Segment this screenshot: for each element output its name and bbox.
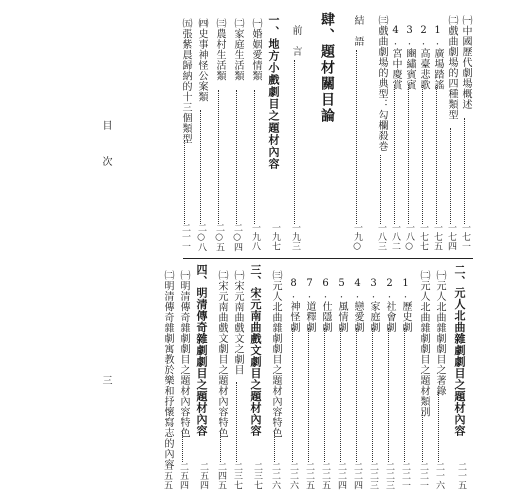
leader-dots [184,140,185,224]
leader-dots [308,328,309,462]
toc-entry: 5.風情劇 [336,278,347,333]
toc-entry: ㈠中國歷代劇場概述 [460,15,471,110]
toc-entry: 3.豳繡賓賓 [404,25,415,90]
toc-page-ref: 一九三 [290,223,300,251]
toc-entry: ㈠婚姻愛情類 [250,18,261,81]
leader-dots [404,328,405,462]
toc-entry: ㈣史事神怪公案類 [196,18,207,102]
toc-entry: ㈠元人北曲雜劇劇目之著錄 [434,270,445,396]
toc-page-ref: 二二五 [304,462,314,490]
toc-page-ref: 二五四 [178,462,188,490]
section-divider [183,258,473,259]
toc-page-ref: 一七一 [460,223,470,251]
toc-page-ref: 一九八 [250,223,260,251]
toc-entry: 2.社會劇 [384,278,395,333]
toc-entry: ㈠宋元南曲戲文之劇目 [232,270,243,375]
leader-dots [372,328,373,462]
toc-page-ref: 二○八 [196,223,206,252]
toc-entry: 7.道釋劇 [304,278,315,333]
toc-page-ref: 一八二 [390,223,400,251]
toc-page-ref: 一九○ [352,223,362,252]
toc-entry: 1.廣場踏謠 [432,25,443,90]
toc-page-ref: 二一五 [456,462,466,490]
margin-page-number: 三 [100,375,111,386]
toc-page-ref: 二二六 [288,462,298,490]
margin-side-title: 目 次 [100,120,111,174]
toc-entry: ㈡家庭生活類 [232,18,243,81]
leader-dots [436,85,437,224]
toc-page-ref: 一九七 [270,223,280,251]
leader-dots [356,328,357,462]
leader-dots [218,90,219,224]
toc-entry: ㈢農村生活類 [214,18,225,81]
toc-entry: ㈡戲曲劇場的四種類型 [446,15,457,120]
toc-page-ref: 二二四 [352,462,362,490]
leader-dots [422,85,423,224]
section-heading: 四、明清傳奇雜劇劇目之題材內容 [195,264,208,437]
leader-dots [464,118,465,224]
toc-page-ref: 二三七 [232,462,242,490]
toc-page-ref: 一七四 [446,223,456,251]
toc-entry: 4.戀愛劇 [352,278,363,333]
toc-entry: 2.高臺悲歌 [418,25,429,90]
leader-dots [324,328,325,462]
leader-dots [200,110,201,224]
toc-entry: ㈡明清傳奇雜劇寓教於樂和抒懷寫志的內容 [162,270,173,470]
toc-page-ref: 二一一 [180,223,190,251]
toc-entry: ㈤張紫晨歸納的十三個類型 [180,18,191,144]
toc-page-ref: 二二六 [270,462,280,490]
toc-page-ref: 二三七 [252,462,262,490]
toc-page-ref: 一七五 [432,223,442,251]
toc-page-ref: 二二五 [320,462,330,490]
leader-dots [236,382,237,462]
leader-dots [294,60,295,224]
toc-page-ref: 二五五 [162,462,172,490]
toc-page-ref: 二二三 [368,462,378,490]
toc-entry: 前 言 [290,25,301,57]
toc-entry: ㈢戲曲劇場的典型：勾欄殺巻 [376,15,387,152]
leader-dots [340,328,341,462]
toc-entry: 6.仕隱劇 [320,278,331,333]
leader-dots [292,328,293,462]
leader-dots [356,50,357,224]
toc-entry: ㈡宋元南曲戲文劇目之題材內容特色 [216,270,227,438]
toc-entry: ㈡元人北曲雜劇劇目之題材類別 [418,270,429,417]
toc-page-ref: 二二三 [384,462,394,490]
toc-page-ref: 二○四 [232,223,242,252]
toc-page-ref: 一八○ [404,223,414,252]
toc-page-ref: 二二一 [418,462,428,490]
toc-entry: ㈢元人北曲雜劇劇目之題材內容特色 [270,270,281,438]
leader-dots [422,412,423,462]
leader-dots [394,85,395,224]
toc-page-ref: 二五四 [198,462,208,490]
toc-entry: ㈠明清傳奇雜劇劇目之題材內容特色 [178,270,189,438]
leader-dots [220,432,221,462]
toc-page-ref: 二四五 [216,462,226,490]
section-heading: 二、元人北曲雜劇劇目之題材內容 [453,264,466,437]
toc-page-ref: 二二一 [400,462,410,490]
leader-dots [380,155,381,224]
toc-page-ref: 一七七 [418,223,428,251]
toc-entry: 3.家庭劇 [368,278,379,333]
toc-page-ref: 二○五 [214,223,224,252]
leader-dots [408,85,409,224]
leader-dots [254,90,255,224]
leader-dots [388,328,389,462]
part-heading: 肆、題材關目論 [319,12,335,124]
leader-dots [450,128,451,224]
toc-entry: 結 語 [352,15,363,47]
leader-dots [236,90,237,224]
toc-page-ref: 二一六 [434,462,444,490]
section-heading: 三、宋元南曲戲文劇目之題材內容 [249,264,262,437]
section-heading: 一、地方小戲劇目之題材內容 [267,14,280,170]
toc-page-ref: 一八三 [376,223,386,251]
leader-dots [438,392,439,462]
leader-dots [182,432,183,462]
toc-entry: 1.歷史劇 [400,278,411,333]
toc-page-ref: 二二四 [336,462,346,490]
leader-dots [274,432,275,462]
toc-entry: 8.神怪劇 [288,278,299,333]
toc-entry: 4.宮中慶賞 [390,25,401,90]
